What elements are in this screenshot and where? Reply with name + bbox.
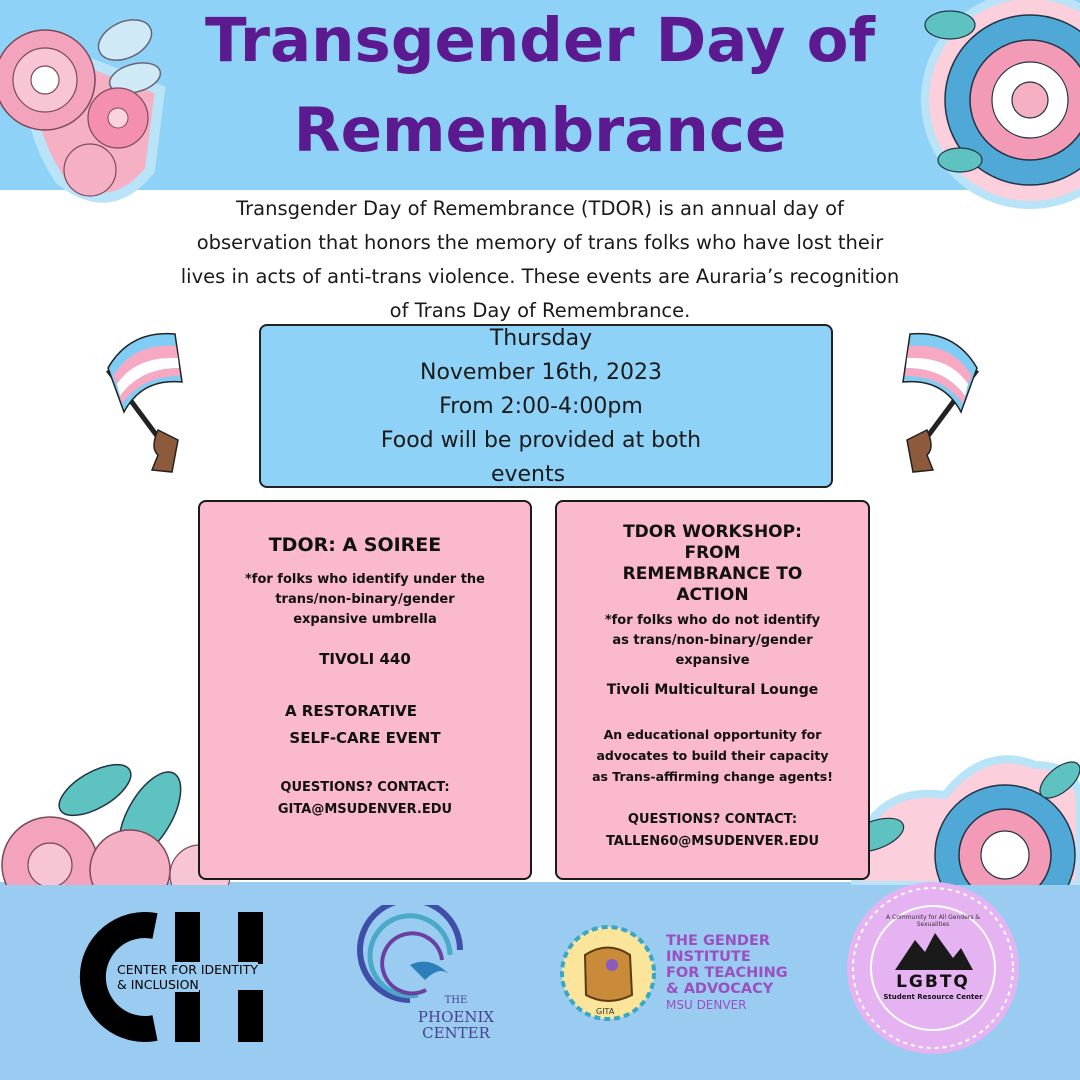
title-line-1: Transgender Day of	[204, 5, 876, 76]
workshop-desc-line-1: An educational opportunity for	[603, 727, 822, 742]
gita-name-line-3: FOR TEACHING	[666, 965, 788, 981]
soiree-contact-label: QUESTIONS? CONTACT:	[280, 780, 450, 795]
workshop-title-line-4: ACTION	[676, 585, 749, 605]
phoenix-icon	[350, 905, 510, 1005]
food-note-line-2: events	[490, 462, 566, 487]
intro-paragraph	[140, 192, 940, 328]
workshop-audience-line-1: *for folks who do not identify	[604, 613, 821, 628]
workshop-audience-line-2: as trans/non-binary/gender	[612, 633, 813, 648]
cii-name-line-1: CENTER FOR IDENTITY	[117, 962, 259, 977]
phoenix-name-line-1: THE	[444, 995, 468, 1006]
phoenix-name-line-2: PHOENIX	[417, 1008, 495, 1026]
mandala-bottom-right-icon	[835, 725, 1080, 885]
intro-line-2: observation that honors the memory of trans folks who have lost their	[196, 231, 884, 254]
mandala-top-right-icon	[900, 0, 1080, 215]
phoenix-name-line-3: CENTER	[422, 1024, 490, 1042]
workshop-title-line-3: REMEMBRANCE TO	[622, 564, 803, 584]
soiree-audience-line-2: trans/non-binary/gender	[275, 592, 455, 607]
page-title	[160, 0, 920, 172]
title-line-2: Remembrance	[293, 95, 787, 166]
workshop-desc-line-2: advocates to build their capacity	[596, 748, 829, 763]
intro-line-3: lives in acts of anti-trans violence. These events are Auraria’s recognition	[180, 265, 900, 288]
soiree-contact-email[interactable]: GITA@MSUDENVER.EDU	[277, 802, 453, 817]
gita-name-line-5: MSU DENVER	[666, 998, 747, 1012]
trans-flag-right-icon	[895, 320, 985, 475]
cii-logo	[55, 912, 285, 1042]
workshop-title-line-1: TDOR WORKSHOP:	[623, 522, 802, 542]
trans-flag-left-icon	[100, 320, 190, 475]
lgbtq-sub-text: Student Resource Center	[883, 993, 983, 1001]
workshop-location: Tivoli Multicultural Lounge	[606, 682, 819, 698]
soiree-title: TDOR: A SOIREE	[268, 534, 442, 556]
workshop-contact-label: QUESTIONS? CONTACT:	[627, 812, 798, 827]
workshop-audience-line-3: expansive	[675, 653, 750, 668]
workshop-desc-line-3: as Trans-affirming change agents!	[592, 769, 833, 784]
gita-name-line-1: THE GENDER	[666, 933, 771, 949]
lgbtq-src-logo	[843, 878, 1023, 1058]
event-date: November 16th, 2023	[420, 360, 662, 385]
soiree-subtitle-line-1: A RESTORATIVE	[284, 702, 418, 720]
event-time: From 2:00-4:00pm	[439, 394, 643, 419]
lgbtq-ring-text: A Community for All Genders & Sexualities	[886, 914, 980, 928]
soiree-subtitle-line-2: SELF-CARE EVENT	[289, 729, 441, 747]
intro-line-1: Transgender Day of Remembrance (TDOR) is an annual day of	[236, 197, 844, 220]
event-card-workshop	[555, 500, 870, 880]
event-date-box	[259, 324, 833, 488]
food-note-line-1: Food will be provided at both	[380, 428, 702, 453]
gita-badge-text: GITA	[596, 1007, 615, 1016]
phoenix-center-logo	[350, 905, 510, 1045]
gita-name-line-2: INSTITUTE	[666, 949, 751, 965]
gita-logo	[560, 925, 800, 1025]
workshop-contact-email[interactable]: TALLEN60@MSUDENVER.EDU	[605, 834, 820, 849]
event-card-soiree	[198, 500, 532, 880]
soiree-audience-line-1: *for folks who identify under the	[244, 572, 485, 587]
lgbtq-main-text: LGBTQ	[896, 972, 970, 992]
intro-line-4: of Trans Day of Remembrance.	[389, 299, 691, 322]
soiree-location: TIVOLI 440	[319, 650, 411, 668]
cii-name-line-2: & INCLUSION	[117, 977, 199, 992]
lgbtq-badge-icon	[843, 878, 1023, 1058]
soiree-audience-line-3: expansive umbrella	[293, 612, 437, 627]
event-day: Thursday	[489, 326, 593, 351]
gita-name-line-4: & ADVOCACY	[666, 981, 774, 997]
workshop-title-line-2: FROM	[684, 543, 741, 563]
